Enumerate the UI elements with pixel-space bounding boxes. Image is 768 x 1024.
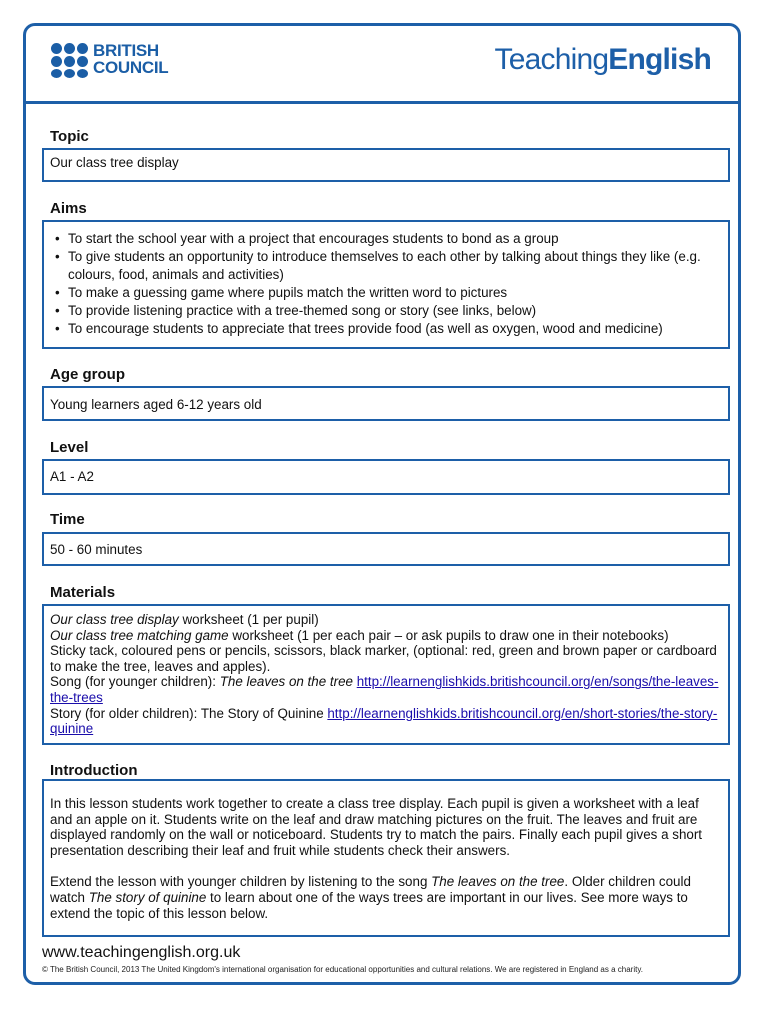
materials-song-title: The leaves on the tree: [219, 674, 353, 690]
introduction-paragraph-1: In this lesson students work together to create a class tree display. Each pupil is given a worksheet with a leaf and an apple on it. Students write on the leaf and draw matching pictures on the fruit. The leaves and fruit are displayed randomly on the wall or noticeboard. Students try to match the pairs. Finally each pupil gives a short presentation describing their leaf and fruit while students check their answers.: [50, 796, 703, 858]
footer-website: www.teachingenglish.org.uk: [42, 944, 241, 961]
aims-item: • To make a guessing game where pupils match the written word to pictures: [50, 284, 722, 302]
topic-box: [42, 148, 730, 182]
materials-worksheet-1-title: Our class tree display: [50, 612, 179, 627]
materials-box: [42, 604, 730, 745]
level-heading: Level: [50, 439, 89, 456]
aims-heading: Aims: [50, 200, 87, 217]
time-heading: Time: [50, 511, 85, 528]
introduction-heading: Introduction: [50, 762, 138, 779]
te-logo-bold: English: [608, 43, 711, 76]
materials-story-label: Story (for older children): The Story of Quinine: [50, 705, 328, 721]
time-text: 50 - 60 minutes: [50, 542, 143, 557]
aims-box: [42, 220, 730, 349]
aims-item: • To give students an opportunity to introduce themselves to each other by talking about things they like (e.g. colours, food, animals and activities): [50, 248, 722, 284]
topic-heading: Topic: [50, 128, 89, 145]
bc-logo-line2: COUNCIL: [93, 58, 169, 77]
materials-worksheet-2-desc: worksheet (1 per each pair – or ask pupils to draw one in their notebooks): [228, 627, 669, 643]
british-council-dots-icon: [51, 43, 89, 79]
teaching-english-logo: [495, 43, 711, 77]
aims-item: • To encourage students to appreciate that trees provide food (as well as oxygen, wood and medicine): [50, 320, 722, 338]
te-logo-light: Teaching: [494, 43, 609, 76]
story-link[interactable]: http://learnenglishkids.britishcouncil.org/en/short-stories/the-story-quinine: [50, 705, 718, 737]
aims-item: • To start the school year with a project that encourages students to bond as a group: [50, 230, 722, 248]
materials-worksheet-2-title: Our class tree matching game: [50, 627, 229, 643]
materials-worksheet-1-desc: worksheet (1 per pupil): [178, 612, 319, 627]
age-group-text: Young learners aged 6-12 years old: [50, 397, 262, 412]
age-group-heading: Age group: [50, 366, 125, 383]
materials-heading: Materials: [50, 584, 116, 601]
level-box: [42, 459, 730, 495]
topic-text: Our class tree display: [50, 155, 179, 170]
introduction-box: [42, 779, 730, 937]
british-council-logo: [51, 43, 181, 79]
level-text: A1 - A2: [50, 469, 94, 484]
footer-copyright: © The British Council, 2013 The United Kingdom's international organisation for educational opportunities and cultural relations. We are registered in England as a charity.: [42, 965, 643, 974]
materials-song-label: Song (for younger children):: [50, 674, 220, 690]
age-group-box: [42, 386, 730, 421]
header-divider: [23, 101, 741, 104]
bc-logo-line1: BRITISH: [93, 41, 159, 60]
time-box: [42, 532, 730, 566]
aims-item: • To provide listening practice with a tree-themed song or story (see links, below): [50, 302, 722, 320]
aims-list: [50, 230, 722, 338]
introduction-paragraph-2: Extend the lesson with younger children by listening to the song The leaves on the tree. Older children could watch The story of quinine to learn about one of the ways trees are important in our lives. See more ways to extend the topic of this lesson below.: [50, 874, 691, 921]
song-link[interactable]: http://learnenglishkids.britishcouncil.org/en/songs/the-leaves-the-trees: [50, 674, 719, 705]
materials-supplies: Sticky tack, coloured pens or pencils, scissors, black marker, (optional: red, green and brown paper or cardboard to make the tree, leaves and apples).: [50, 643, 717, 674]
